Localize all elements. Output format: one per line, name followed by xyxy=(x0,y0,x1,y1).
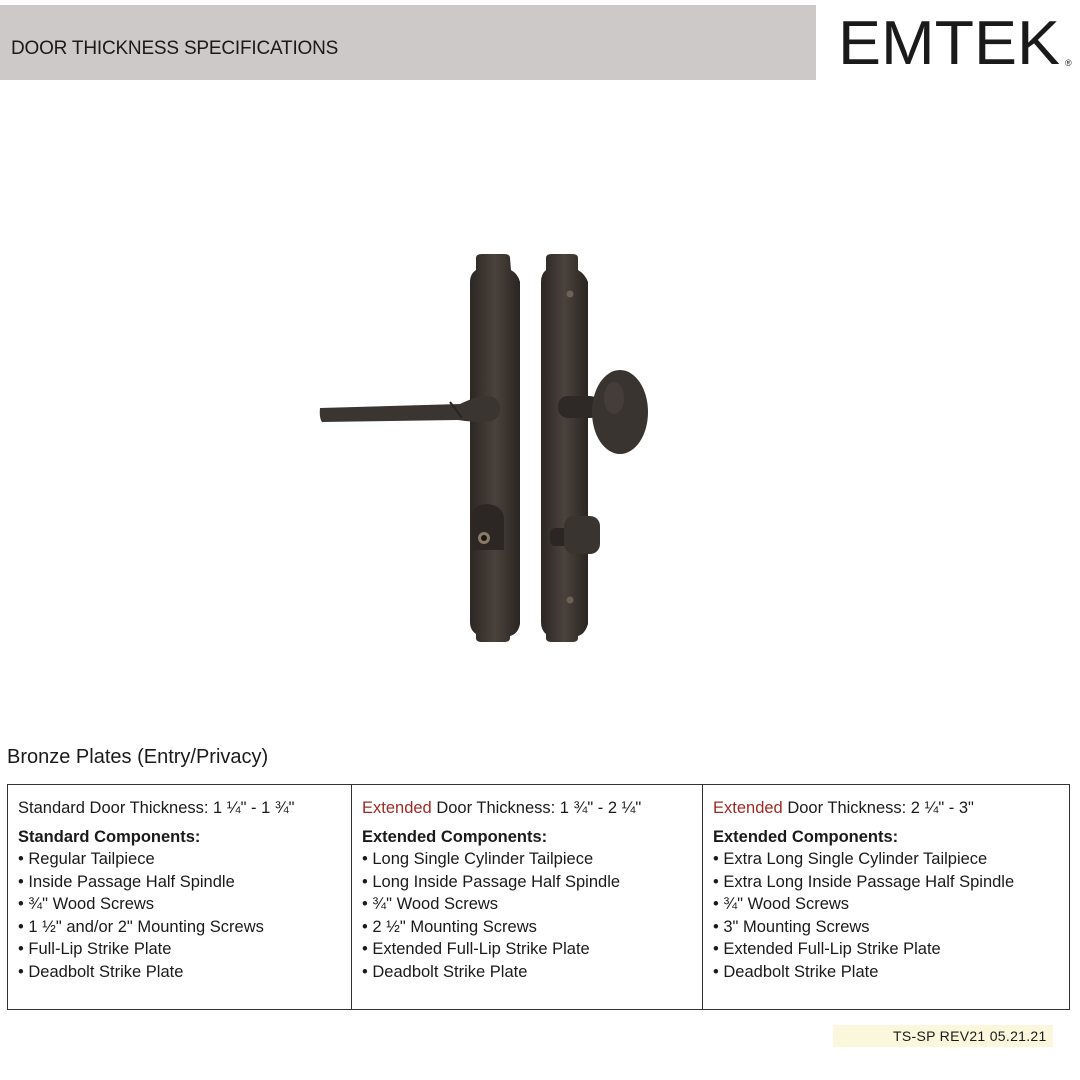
components-heading: Extended Components: xyxy=(362,828,548,846)
components-heading: Extended Components: xyxy=(713,828,899,846)
door-thickness-label xyxy=(18,797,351,819)
list-item: • Long Single Cylinder Tailpiece xyxy=(362,848,702,871)
spec-column-extra-extended xyxy=(702,785,1069,1009)
revision-label: TS-SP REV21 05.21.21 xyxy=(833,1025,1053,1047)
list-item: • 1 ½" and/or 2" Mounting Screws xyxy=(18,916,351,939)
door-thickness-label xyxy=(362,797,702,819)
list-item: • Inside Passage Half Spindle xyxy=(18,871,351,894)
door-thickness-label xyxy=(713,797,1069,819)
door-handle-lockset-icon xyxy=(310,250,660,650)
list-item: • Full-Lip Strike Plate xyxy=(18,938,351,961)
component-list xyxy=(18,848,351,983)
knob-handle xyxy=(592,370,648,454)
outside-plate xyxy=(470,254,520,642)
list-item: • 2 ½" Mounting Screws xyxy=(362,916,702,939)
list-item: • Extra Long Inside Passage Half Spindle xyxy=(713,871,1069,894)
thickness-range: Door Thickness: 2 ¼" - 3" xyxy=(782,799,974,817)
key-cylinder xyxy=(472,504,504,550)
section-title: Bronze Plates (Entry/Privacy) xyxy=(7,746,269,768)
list-item: • Extended Full-Lip Strike Plate xyxy=(362,938,702,961)
thickness-range: Door Thickness: 1 ¾" - 2 ¼" xyxy=(431,799,642,817)
list-item: • Extra Long Single Cylinder Tailpiece xyxy=(713,848,1069,871)
thickness-range: Standard Door Thickness: 1 ¼" - 1 ¾" xyxy=(18,799,295,817)
list-item: • Deadbolt Strike Plate xyxy=(713,961,1069,984)
list-item: • ¾" Wood Screws xyxy=(713,893,1069,916)
spec-table xyxy=(7,784,1070,1010)
component-list xyxy=(713,848,1069,983)
list-item: • ¾" Wood Screws xyxy=(18,893,351,916)
list-item: • Regular Tailpiece xyxy=(18,848,351,871)
component-list xyxy=(362,848,702,983)
page-title: DOOR THICKNESS SPECIFICATIONS xyxy=(11,38,339,59)
list-item: • Deadbolt Strike Plate xyxy=(18,961,351,984)
list-item: • Deadbolt Strike Plate xyxy=(362,961,702,984)
spec-column-extended xyxy=(351,785,702,1009)
lever-handle xyxy=(320,396,500,422)
list-item: • Long Inside Passage Half Spindle xyxy=(362,871,702,894)
components-heading: Standard Components: xyxy=(18,828,201,846)
list-item: • Extended Full-Lip Strike Plate xyxy=(713,938,1069,961)
header-bar xyxy=(0,5,816,80)
brand-logo xyxy=(836,6,1076,76)
list-item: • ¾" Wood Screws xyxy=(362,893,702,916)
brand-name: EMTEK xyxy=(838,9,1060,76)
spec-column-standard xyxy=(8,785,351,1009)
thickness-prefix: Extended xyxy=(362,799,432,817)
list-item: • 3" Mounting Screws xyxy=(713,916,1069,939)
brand-registered-mark: ® xyxy=(1065,58,1072,68)
thumb-turn xyxy=(564,516,600,554)
thickness-prefix: Extended xyxy=(713,799,783,817)
inside-plate xyxy=(541,254,588,642)
